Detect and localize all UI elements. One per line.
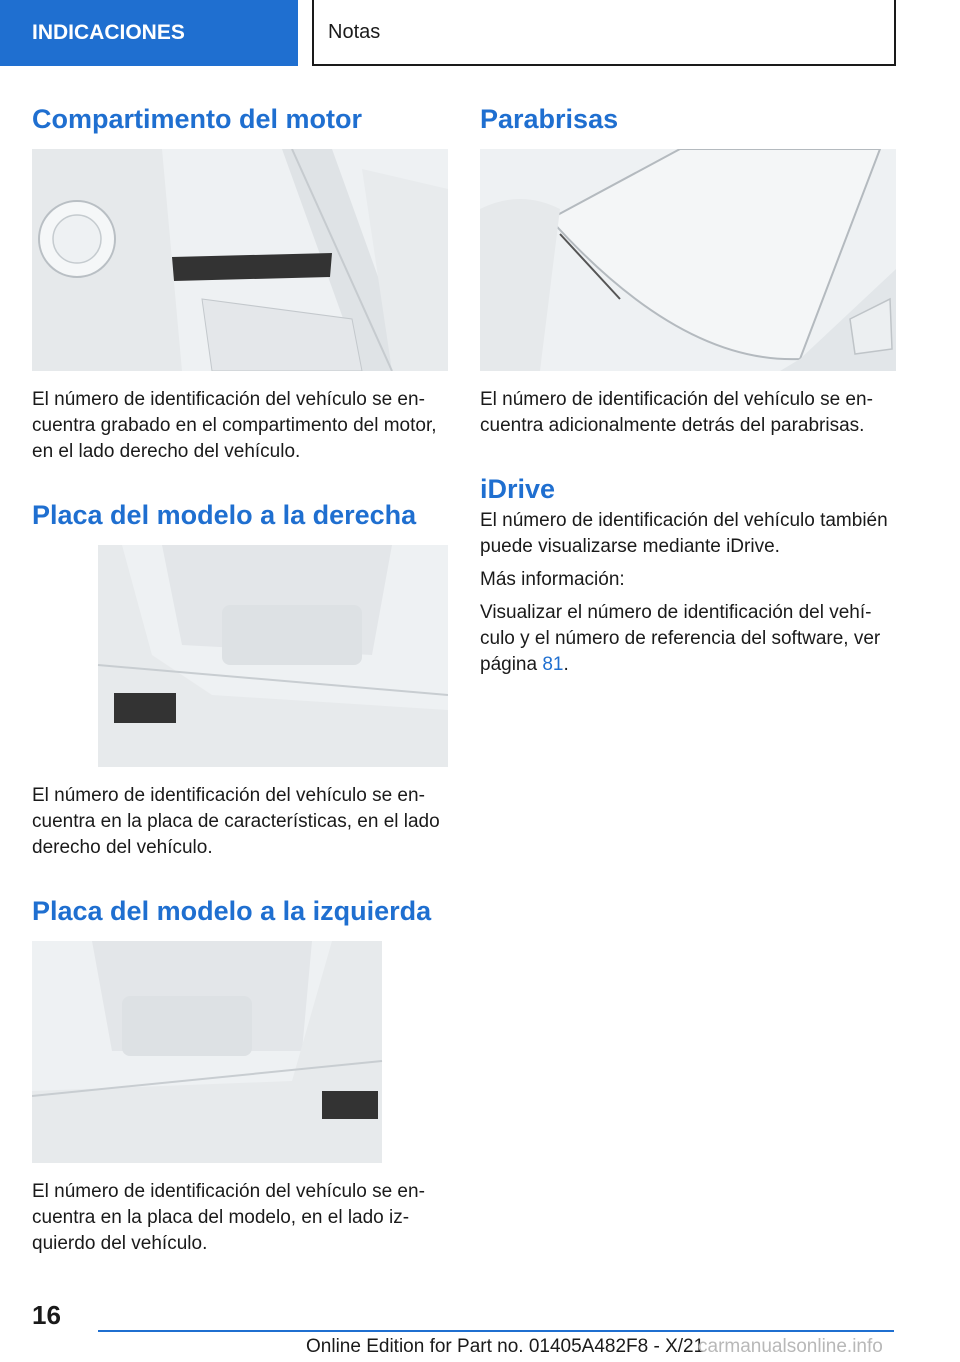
windshield-text: El número de identificación del vehículo se en- cuentra adicionalmente detrás del parabrisas. xyxy=(480,389,873,436)
right-column xyxy=(480,100,896,678)
left-plate-image xyxy=(32,941,448,1163)
section-tab-label: INDICACIONES xyxy=(32,21,185,44)
right-plate-image xyxy=(32,545,448,767)
page-link-81[interactable]: 81 xyxy=(542,654,564,675)
page-number: 16 xyxy=(32,1300,61,1330)
right-plate-text: El número de identificación del vehículo se en- cuentra en la placa de características, en el lado derecho del vehículo. xyxy=(32,785,440,858)
left-plate-heading: Placa del modelo a la izquierda xyxy=(32,896,432,926)
engine-compartment-heading: Compartimento del motor xyxy=(32,104,363,134)
left-plate-text: El número de identificación del vehículo se en- cuentra en la placa del modelo, en el lado iz- quierdo del vehículo. xyxy=(32,1181,425,1254)
windshield-heading: Parabrisas xyxy=(480,104,619,134)
edition-text: Online Edition for Part no. 01405A482F8 - X/21 xyxy=(306,1336,705,1357)
idrive-heading: iDrive xyxy=(480,474,556,504)
idrive-reference-text xyxy=(480,600,896,678)
watermark: carmanualsonline.info xyxy=(698,1336,883,1357)
windshield-image xyxy=(480,149,896,371)
reference-period: . xyxy=(563,654,569,675)
engine-compartment-text: El número de identificación del vehículo se en- cuentra grabado en el compartimento del motor, en el lado derecho del vehículo. xyxy=(32,389,437,462)
more-info-label: Más información: xyxy=(480,569,625,590)
left-column xyxy=(32,100,448,1257)
idrive-text: El número de identificación del vehículo también puede visualizarse mediante iDrive. xyxy=(480,510,888,557)
section-tab xyxy=(0,0,298,66)
subsection-label: Notas xyxy=(328,20,381,43)
right-plate-heading: Placa del modelo a la derecha xyxy=(32,500,417,530)
reference-text: Visualizar el número de identificación del vehí- culo y el número de referencia del software, ver página xyxy=(480,602,881,675)
engine-compartment-image xyxy=(32,149,448,371)
footer-divider xyxy=(98,1330,894,1332)
subsection-header xyxy=(312,0,896,66)
